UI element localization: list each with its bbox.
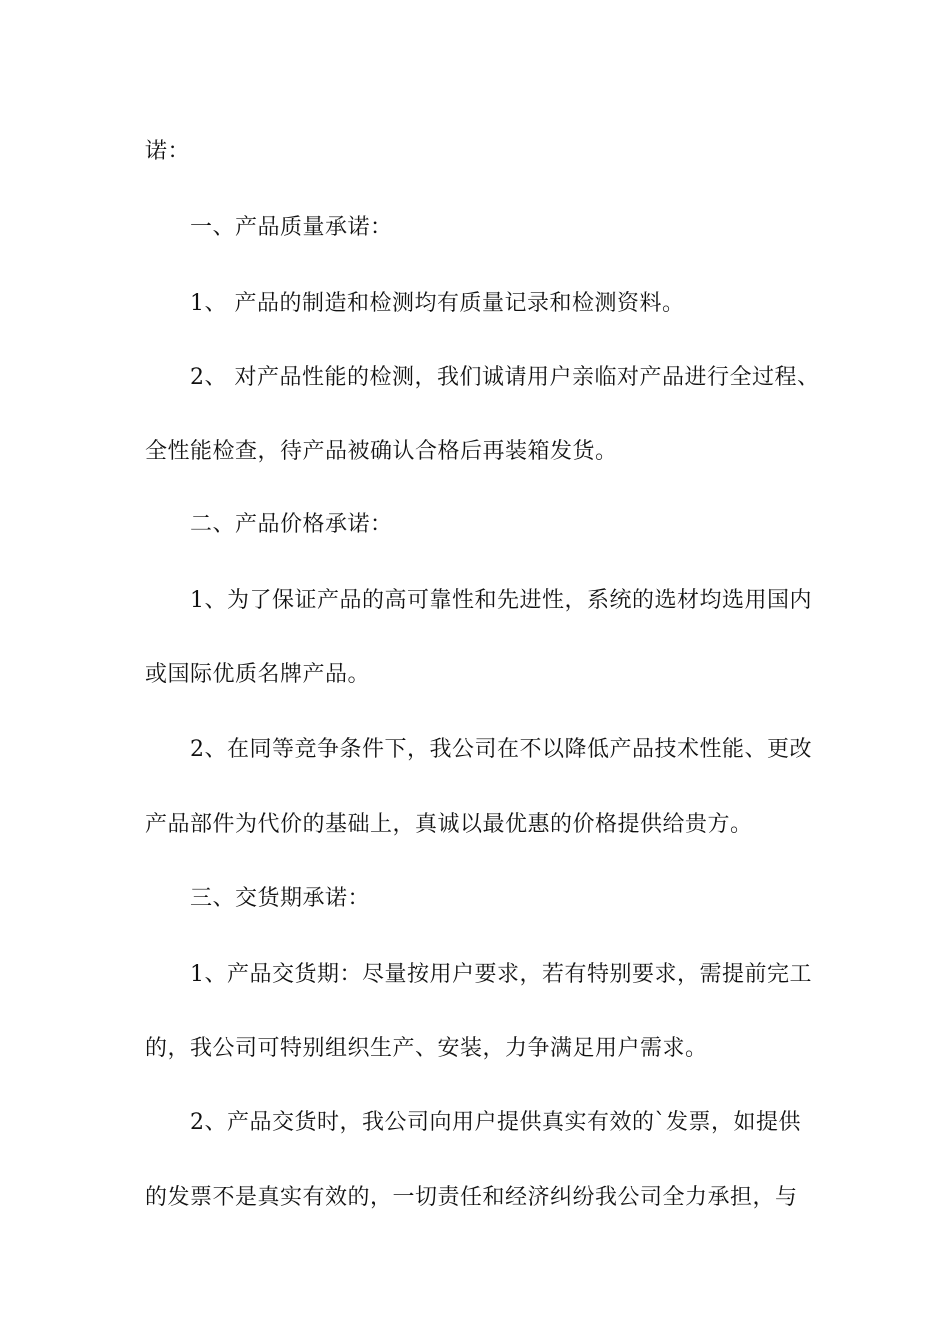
text-line: 的发票不是真实有效的，一切责任和经济纠纷我公司全力承担，与 [145,1185,798,1210]
text-line: 诺： [145,139,191,164]
text-line: 1、为了保证产品的高可靠性和先进性，系统的选材均选用国内 [190,588,812,613]
text-line: 2、产品交货时，我公司向用户提供真实有效的`发票，如提供 [190,1110,801,1135]
text-line: 2、 对产品性能的检测，我们诚请用户亲临对产品进行全过程、 [190,365,820,390]
text-line: 1、 产品的制造和检测均有质量记录和检测资料。 [190,291,685,316]
section-heading-quality: 一、产品质量承诺： [190,215,393,240]
section-heading-delivery: 三、交货期承诺： [190,886,371,911]
section-heading-price: 二、产品价格承诺： [190,512,393,537]
text-line: 或国际优质名牌产品。 [145,662,371,687]
text-line: 1、产品交货期：尽量按用户要求，若有特别要求，需提前完工 [190,962,812,987]
text-line: 产品部件为代价的基础上，真诚以最优惠的价格提供给贵方。 [145,812,753,837]
text-line: 的，我公司可特别组织生产、安装，力争满足用户需求。 [145,1036,708,1061]
text-line: 2、在同等竞争条件下，我公司在不以降低产品技术性能、更改 [190,737,812,762]
text-line: 全性能检查，待产品被确认合格后再装箱发货。 [145,439,618,464]
